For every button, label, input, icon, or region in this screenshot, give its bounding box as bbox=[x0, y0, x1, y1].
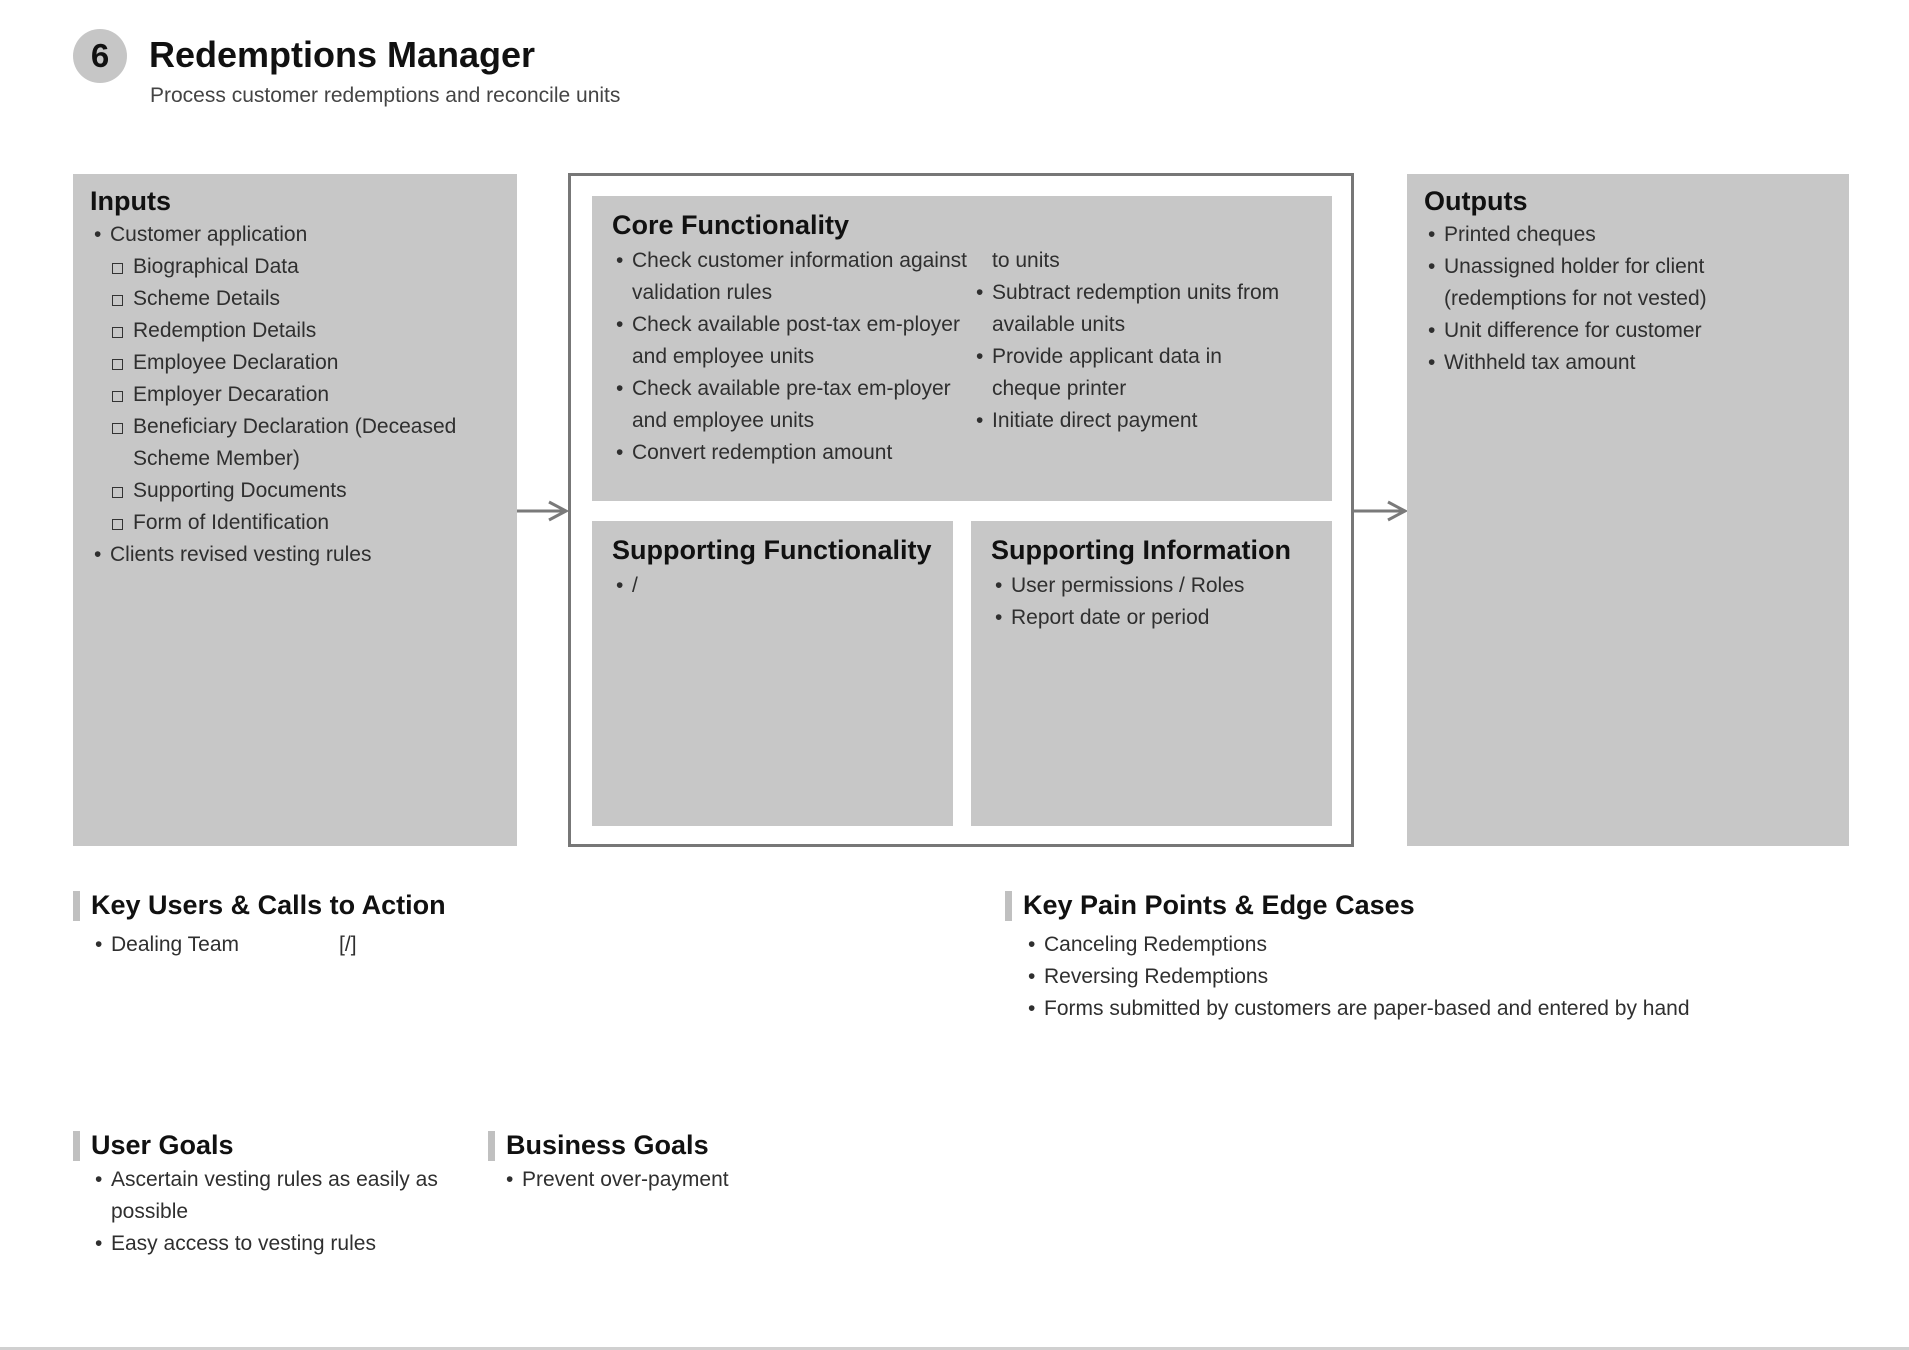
core-functionality-panel bbox=[592, 196, 1332, 501]
list-item: Scheme Details bbox=[110, 283, 500, 315]
list-item bbox=[91, 929, 591, 961]
list-item: • Clients revised vesting rules bbox=[90, 539, 500, 571]
pain-points-list bbox=[1024, 929, 1884, 1025]
inputs-title: Inputs bbox=[90, 186, 171, 216]
supporting-information-panel bbox=[971, 521, 1332, 826]
supporting-functionality-title: Supporting Functionality bbox=[612, 535, 932, 565]
section-marker bbox=[73, 891, 80, 921]
list-item: • Prevent over-payment bbox=[502, 1164, 902, 1196]
business-goals-list bbox=[502, 1164, 902, 1196]
supporting-functionality-panel bbox=[592, 521, 953, 826]
business-goals-title: Business Goals bbox=[506, 1130, 709, 1160]
supporting-functionality-list bbox=[612, 570, 933, 602]
key-users-title: Key Users & Calls to Action bbox=[91, 890, 446, 920]
section-marker bbox=[1005, 891, 1012, 921]
section-number-badge: 6 bbox=[73, 29, 127, 83]
list-item: • Check customer information against validation rules bbox=[612, 245, 972, 309]
list-item: • Unassigned holder for client (redemptions for not vested) bbox=[1424, 251, 1754, 315]
outputs-panel bbox=[1407, 174, 1849, 846]
list-item: • Provide applicant data in cheque printer bbox=[972, 341, 1262, 405]
outputs-list bbox=[1424, 219, 1754, 379]
key-user-action: [/] bbox=[339, 933, 357, 956]
outputs-title: Outputs bbox=[1424, 186, 1528, 216]
input-item-label: Customer application bbox=[110, 223, 308, 246]
page-title: Redemptions Manager bbox=[149, 34, 536, 75]
input-sublist bbox=[110, 251, 500, 539]
list-item: Beneficiary Declaration (Deceased Scheme Member) bbox=[110, 411, 478, 475]
arrow-right-icon bbox=[517, 500, 569, 522]
list-item: Employee Declaration bbox=[110, 347, 500, 379]
list-item: • Unit difference for customer bbox=[1424, 315, 1754, 347]
supporting-information-title: Supporting Information bbox=[991, 535, 1291, 565]
user-goals-list bbox=[91, 1164, 471, 1260]
section-marker bbox=[488, 1131, 495, 1161]
list-item: • Convert redemption amount bbox=[612, 437, 972, 469]
list-item: • Canceling Redemptions bbox=[1024, 929, 1884, 961]
list-item: Supporting Documents bbox=[110, 475, 500, 507]
list-item: • Check available pre-tax em-ployer and employee units bbox=[612, 373, 972, 437]
list-item: • Forms submitted by customers are paper-based and entered by hand bbox=[1024, 993, 1884, 1025]
key-users-list bbox=[91, 929, 591, 961]
list-item: • Printed cheques bbox=[1424, 219, 1754, 251]
arrow-right-icon bbox=[1354, 500, 1408, 522]
list-item: Employer Decaration bbox=[110, 379, 500, 411]
list-item: • Easy access to vesting rules bbox=[91, 1228, 471, 1260]
section-marker bbox=[73, 1131, 80, 1161]
list-item: • Check available post-tax em-ployer and employee units bbox=[612, 309, 972, 373]
page-subtitle: Process customer redemptions and reconcile units bbox=[150, 84, 621, 107]
supporting-information-list bbox=[991, 570, 1312, 634]
inputs-list bbox=[90, 219, 500, 571]
core-list-right bbox=[972, 277, 1312, 437]
list-item: Biographical Data bbox=[110, 251, 500, 283]
list-item: • User permissions / Roles bbox=[991, 570, 1312, 602]
list-item: Redemption Details bbox=[110, 315, 500, 347]
key-user-name: Dealing Team bbox=[111, 933, 240, 956]
pain-points-title: Key Pain Points & Edge Cases bbox=[1023, 890, 1415, 920]
list-item: • Subtract redemption units from available units bbox=[972, 277, 1312, 341]
list-item: • Withheld tax amount bbox=[1424, 347, 1754, 379]
list-item: • Report date or period bbox=[991, 602, 1312, 634]
list-item: Form of Identification bbox=[110, 507, 500, 539]
core-continuation-text: to units bbox=[992, 249, 1060, 272]
user-goals-title: User Goals bbox=[91, 1130, 234, 1160]
core-list-left bbox=[612, 245, 972, 469]
list-item: • Reversing Redemptions bbox=[1024, 961, 1884, 993]
list-item: • Initiate direct payment bbox=[972, 405, 1312, 437]
core-functionality-title: Core Functionality bbox=[612, 210, 850, 240]
list-item bbox=[90, 219, 500, 539]
inputs-panel bbox=[73, 174, 517, 846]
list-item: • / bbox=[612, 570, 933, 602]
list-item: • Ascertain vesting rules as easily as possible bbox=[91, 1164, 471, 1228]
